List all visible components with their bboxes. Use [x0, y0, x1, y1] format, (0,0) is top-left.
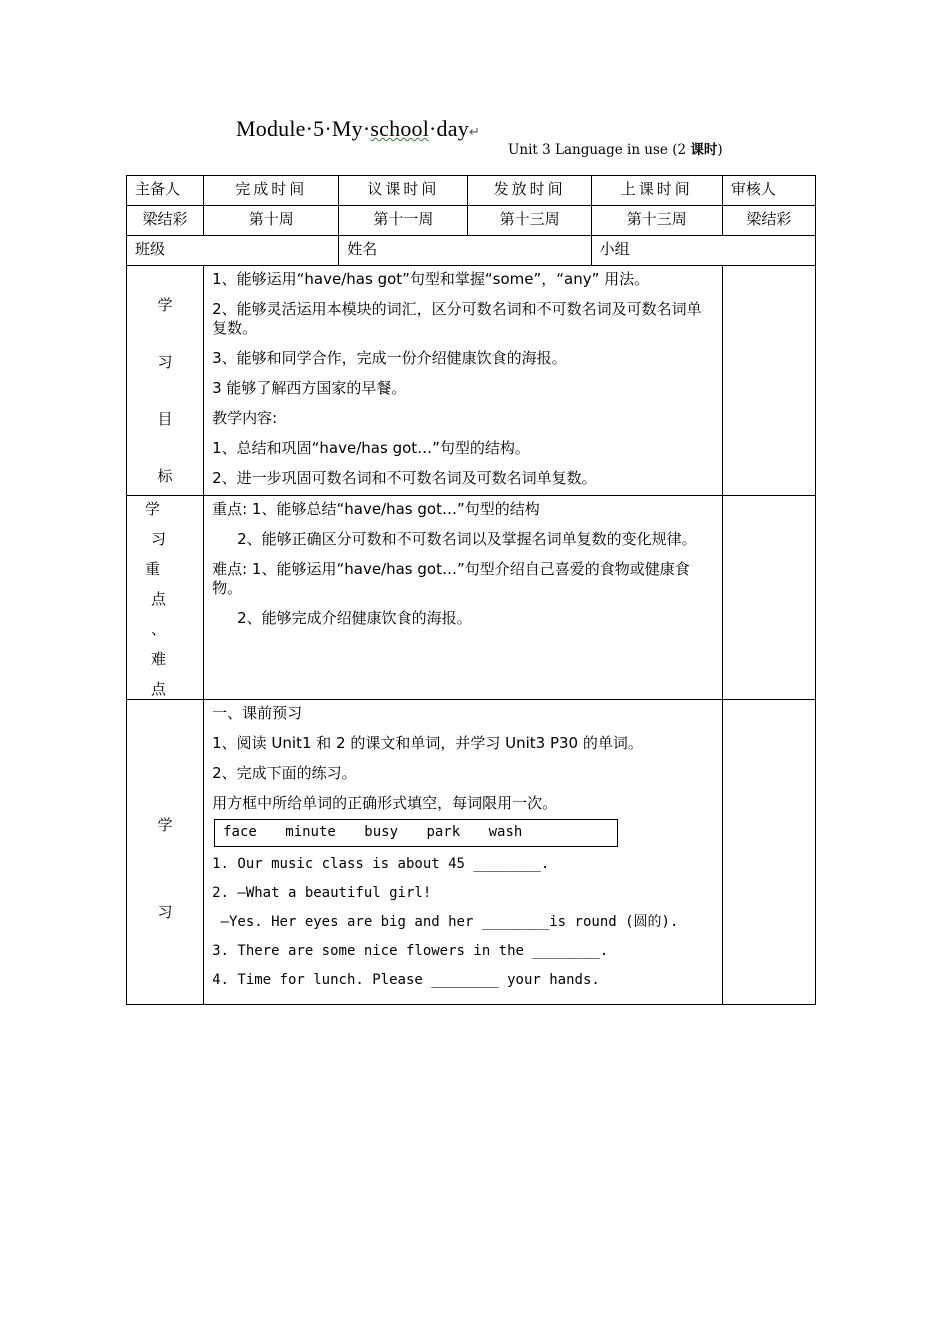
study-line: 2、完成下面的练习。 — [212, 764, 357, 782]
word-item: busy — [364, 824, 398, 840]
side-char: 点 — [151, 680, 167, 698]
col-header-distribute-time: 发放时间 — [468, 176, 591, 206]
subtitle-main: Unit 3 Language in use (2 — [508, 142, 691, 158]
name-label: 姓名 — [339, 236, 591, 266]
side-char: 习 — [157, 903, 173, 921]
title-day: ·day — [429, 116, 469, 141]
exercise-item: 1. Our music class is about 45 ________. — [212, 856, 550, 872]
word-item: minute — [285, 824, 336, 840]
preview-heading: 一、课前预习 — [212, 704, 303, 722]
objective-line: 1、能够运用“have/has got”句型和掌握“some”，“any” 用法。 — [212, 270, 650, 288]
teaching-content-label: 教学内容: — [212, 409, 278, 427]
group-label: 小组 — [591, 236, 815, 266]
exercise-item: 2. —What a beautiful girl! — [212, 885, 432, 901]
keypoints-row — [127, 496, 816, 700]
side-char: 目 — [157, 410, 173, 428]
subtitle-end: ) — [717, 142, 723, 158]
keypoint-line: 2、能够正确区分可数和不可数名词以及掌握名词单复数的变化规律。 — [237, 530, 697, 548]
exercise-instruction: 用方框中所给单词的正确形式填空，每词限用一次。 — [212, 794, 558, 812]
exercise-item: —Yes. Her eyes are big and her ________is round (圆的). — [212, 914, 679, 930]
document-title — [236, 116, 480, 142]
study-empty-cell — [722, 700, 815, 1005]
title-school: school — [370, 116, 430, 141]
objectives-empty-cell — [722, 266, 815, 496]
keypoints-empty-cell — [722, 496, 815, 700]
col-header-preparer: 主备人 — [127, 176, 204, 206]
keypoints-side-label — [127, 496, 204, 700]
word-item: face — [223, 824, 257, 840]
values-row — [127, 206, 816, 236]
header-row — [127, 176, 816, 206]
col-header-finish-time: 完成时间 — [204, 176, 339, 206]
reviewer-value: 梁结彩 — [722, 206, 815, 236]
side-char: 学 — [157, 296, 173, 314]
study-side-label — [127, 700, 204, 1005]
exercise-item: 4. Time for lunch. Please ________ your hands. — [212, 972, 600, 988]
preparer-value: 梁结彩 — [127, 206, 204, 236]
difficulty-line: 难点: 1、能够运用“have/has got…”句型介绍自己喜爱的食物或健康食物。 — [212, 560, 690, 597]
side-char: 标 — [157, 467, 173, 485]
side-char: 点 — [151, 590, 167, 608]
class-time-value: 第十三周 — [591, 206, 722, 236]
lesson-plan-table — [126, 175, 816, 1005]
keypoints-content — [204, 496, 723, 700]
objective-line: 1、总结和巩固“have/has got…”句型的结构。 — [212, 439, 530, 457]
col-header-class-time: 上课时间 — [591, 176, 722, 206]
discuss-time-value: 第十一周 — [339, 206, 468, 236]
side-char: 学 — [145, 500, 161, 518]
objective-line: 3 能够了解西方国家的早餐。 — [212, 379, 407, 397]
study-line: 1、阅读 Unit1 和 2 的课文和单词，并学习 Unit3 P30 的单词。 — [212, 734, 643, 752]
objectives-content — [204, 266, 723, 496]
title-module: Module·5·My· — [236, 116, 371, 141]
side-char: 重 — [145, 560, 161, 578]
objective-line: 2、进一步巩固可数名词和不可数名词及可数名词单复数。 — [212, 469, 597, 487]
objective-line: 3、能够和同学合作，完成一份介绍健康饮食的海报。 — [212, 349, 567, 367]
exercise-item: 3. There are some nice flowers in the ________. — [212, 943, 609, 959]
side-char: 习 — [151, 530, 167, 548]
objectives-row — [127, 266, 816, 496]
difficulty-line: 2、能够完成介绍健康饮食的海报。 — [237, 609, 472, 627]
finish-time-value: 第十周 — [204, 206, 339, 236]
word-item: park — [426, 824, 461, 840]
keypoint-line: 重点: 1、能够总结“have/has got…”句型的结构 — [212, 500, 540, 518]
word-item: wash — [488, 824, 523, 840]
study-row — [127, 700, 816, 1005]
return-mark-icon: ↵ — [468, 124, 481, 139]
distribute-time-value: 第十三周 — [468, 206, 591, 236]
subtitle-bold: 课时 — [690, 142, 718, 158]
objectives-side-label — [127, 266, 204, 496]
col-header-discuss-time: 议课时间 — [339, 176, 468, 206]
side-char: 学 — [157, 816, 173, 834]
document-subtitle — [508, 138, 723, 158]
objective-line: 2、能够灵活运用本模块的词汇，区分可数名词和不可数名词及可数名词单复数。 — [212, 300, 702, 337]
study-content — [204, 700, 723, 1005]
side-char: 难 — [151, 650, 167, 668]
word-box — [214, 819, 618, 847]
side-char: 习 — [157, 353, 173, 371]
class-label: 班级 — [127, 236, 339, 266]
col-header-reviewer: 审核人 — [722, 176, 815, 206]
info-row — [127, 236, 816, 266]
side-char: 、 — [151, 620, 167, 638]
